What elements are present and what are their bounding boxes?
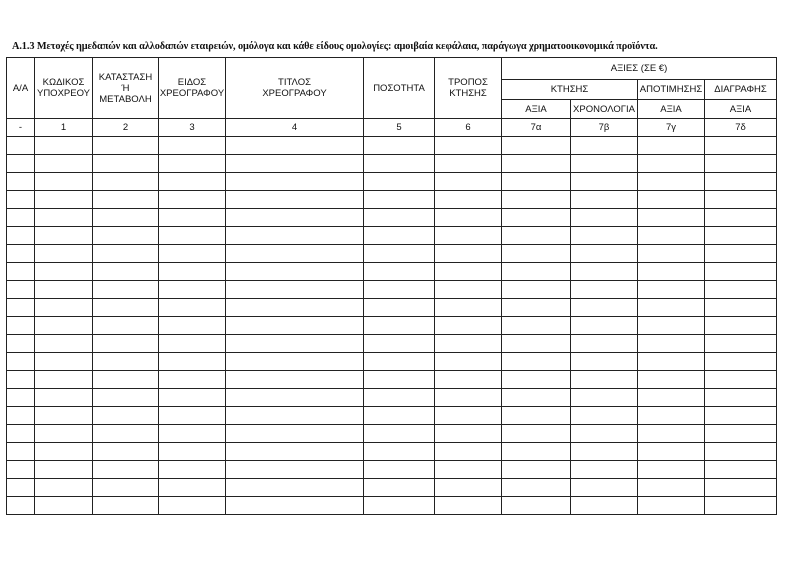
table-row: [7, 245, 777, 263]
table-cell[interactable]: [93, 173, 159, 191]
column-number: 7δ: [705, 119, 777, 137]
table-cell[interactable]: [35, 407, 93, 425]
table-cell[interactable]: [226, 299, 364, 317]
table-cell[interactable]: [364, 317, 435, 335]
table-cell[interactable]: [705, 479, 777, 497]
table-cell[interactable]: [638, 245, 705, 263]
table-cell[interactable]: [159, 191, 226, 209]
table-cell[interactable]: [159, 263, 226, 281]
table-cell[interactable]: [705, 299, 777, 317]
header-quantity: ΠΟΣΟΤΗΤΑ: [364, 58, 435, 119]
header-acquisition-value: ΑΞΙΑ: [502, 100, 571, 119]
table-cell[interactable]: [226, 281, 364, 299]
table-row: [7, 497, 777, 515]
table-cell[interactable]: [159, 479, 226, 497]
table-cell[interactable]: [705, 281, 777, 299]
table-cell[interactable]: [571, 461, 638, 479]
table-cell[interactable]: [638, 443, 705, 461]
table-cell[interactable]: [93, 461, 159, 479]
table-cell[interactable]: [571, 155, 638, 173]
table-cell[interactable]: [638, 353, 705, 371]
table-cell[interactable]: [226, 155, 364, 173]
empty-entry-rows: [7, 137, 777, 515]
table-cell[interactable]: [226, 479, 364, 497]
table-cell[interactable]: [638, 209, 705, 227]
table-row: [7, 155, 777, 173]
table-cell[interactable]: [638, 479, 705, 497]
table-cell[interactable]: [502, 281, 571, 299]
table-cell[interactable]: [226, 497, 364, 515]
header-acquisition-date: ΧΡΟΝΟΛΟΓΙΑ: [571, 100, 638, 119]
header-deletion: ΔΙΑΓΡΑΦΗΣ: [705, 80, 777, 100]
table-cell[interactable]: [159, 245, 226, 263]
table-cell[interactable]: [502, 191, 571, 209]
column-number: 6: [435, 119, 502, 137]
header-obligor-code: ΚΩΔΙΚΟΣ ΥΠΟΧΡΕΟΥ: [35, 58, 93, 119]
table-cell[interactable]: [571, 299, 638, 317]
table-cell[interactable]: [638, 425, 705, 443]
table-cell[interactable]: [638, 191, 705, 209]
table-cell[interactable]: [159, 443, 226, 461]
column-number: -: [7, 119, 35, 137]
table-cell[interactable]: [571, 209, 638, 227]
table-cell[interactable]: [571, 407, 638, 425]
securities-table: [6, 57, 777, 515]
table-cell[interactable]: [502, 263, 571, 281]
table-row: [7, 371, 777, 389]
column-number: 3: [159, 119, 226, 137]
column-number: 2: [93, 119, 159, 137]
table-cell[interactable]: [435, 407, 502, 425]
table-cell[interactable]: [93, 371, 159, 389]
table-cell[interactable]: [364, 299, 435, 317]
table-cell[interactable]: [705, 443, 777, 461]
table-cell[interactable]: [364, 155, 435, 173]
table-cell[interactable]: [435, 371, 502, 389]
table-cell[interactable]: [502, 317, 571, 335]
table-cell[interactable]: [7, 497, 35, 515]
table-cell[interactable]: [502, 335, 571, 353]
table-cell[interactable]: [435, 137, 502, 155]
table-cell[interactable]: [35, 425, 93, 443]
table-cell[interactable]: [435, 335, 502, 353]
table-cell[interactable]: [571, 263, 638, 281]
table-cell[interactable]: [35, 155, 93, 173]
table-cell[interactable]: [435, 317, 502, 335]
table-cell[interactable]: [35, 281, 93, 299]
table-cell[interactable]: [226, 371, 364, 389]
table-cell[interactable]: [93, 299, 159, 317]
table-cell[interactable]: [638, 461, 705, 479]
table-cell[interactable]: [226, 173, 364, 191]
table-cell[interactable]: [571, 353, 638, 371]
header-deletion-value: ΑΞΙΑ: [705, 100, 777, 119]
table-cell[interactable]: [364, 425, 435, 443]
table-cell[interactable]: [364, 479, 435, 497]
table-cell[interactable]: [35, 137, 93, 155]
column-number: 7β: [571, 119, 638, 137]
table-cell[interactable]: [364, 389, 435, 407]
table-cell[interactable]: [705, 263, 777, 281]
table-cell[interactable]: [93, 191, 159, 209]
table-cell[interactable]: [705, 371, 777, 389]
table-cell[interactable]: [7, 407, 35, 425]
table-cell[interactable]: [93, 443, 159, 461]
table-cell[interactable]: [35, 461, 93, 479]
header-security-title: ΤΙΤΛΟΣ ΧΡΕΟΓΡΑΦΟΥ: [226, 58, 364, 119]
table-cell[interactable]: [226, 353, 364, 371]
table-cell[interactable]: [7, 245, 35, 263]
table-cell[interactable]: [159, 209, 226, 227]
table-cell[interactable]: [638, 281, 705, 299]
table-cell[interactable]: [7, 191, 35, 209]
table-row: [7, 281, 777, 299]
table-cell[interactable]: [435, 155, 502, 173]
table-cell[interactable]: [571, 317, 638, 335]
table-cell[interactable]: [435, 443, 502, 461]
header-values: ΑΞΙΕΣ (ΣΕ €): [502, 58, 777, 80]
table-cell[interactable]: [35, 299, 93, 317]
table-cell[interactable]: [435, 299, 502, 317]
table-cell[interactable]: [93, 317, 159, 335]
table-cell[interactable]: [435, 353, 502, 371]
table-cell[interactable]: [705, 497, 777, 515]
header-security-type: ΕΙΔΟΣ ΧΡΕΟΓΡΑΦΟΥ: [159, 58, 226, 119]
table-row: [7, 479, 777, 497]
table-cell[interactable]: [93, 155, 159, 173]
column-number: 5: [364, 119, 435, 137]
table-cell[interactable]: [571, 173, 638, 191]
table-cell[interactable]: [159, 299, 226, 317]
table-cell[interactable]: [93, 245, 159, 263]
table-cell[interactable]: [93, 389, 159, 407]
table-cell[interactable]: [93, 425, 159, 443]
table-cell[interactable]: [35, 317, 93, 335]
table-cell[interactable]: [159, 371, 226, 389]
table-cell[interactable]: [705, 407, 777, 425]
table-cell[interactable]: [226, 191, 364, 209]
table-cell[interactable]: [7, 461, 35, 479]
table-cell[interactable]: [159, 425, 226, 443]
table-cell[interactable]: [502, 209, 571, 227]
table-row: [7, 425, 777, 443]
table-cell[interactable]: [705, 245, 777, 263]
table-cell[interactable]: [705, 227, 777, 245]
table-cell[interactable]: [638, 299, 705, 317]
table-cell[interactable]: [435, 209, 502, 227]
table-cell[interactable]: [93, 335, 159, 353]
table-cell[interactable]: [159, 497, 226, 515]
table-cell[interactable]: [93, 209, 159, 227]
table-cell[interactable]: [7, 317, 35, 335]
table-cell[interactable]: [571, 191, 638, 209]
table-cell[interactable]: [7, 425, 35, 443]
table-cell[interactable]: [364, 263, 435, 281]
table-cell[interactable]: [571, 137, 638, 155]
table-cell[interactable]: [571, 389, 638, 407]
table-cell[interactable]: [7, 281, 35, 299]
table-cell[interactable]: [7, 137, 35, 155]
table-row: [7, 299, 777, 317]
table-cell[interactable]: [364, 245, 435, 263]
table-cell[interactable]: [638, 317, 705, 335]
table-row: [7, 263, 777, 281]
table-cell[interactable]: [502, 461, 571, 479]
table-row: [7, 317, 777, 335]
table-cell[interactable]: [638, 497, 705, 515]
table-cell[interactable]: [159, 317, 226, 335]
table-cell[interactable]: [7, 173, 35, 191]
table-row: [7, 227, 777, 245]
table-cell[interactable]: [571, 335, 638, 353]
table-cell[interactable]: [502, 371, 571, 389]
table-cell[interactable]: [7, 335, 35, 353]
table-cell[interactable]: [35, 227, 93, 245]
table-cell[interactable]: [35, 497, 93, 515]
column-number: 1: [35, 119, 93, 137]
table-cell[interactable]: [93, 227, 159, 245]
table-cell[interactable]: [502, 245, 571, 263]
table-cell[interactable]: [435, 425, 502, 443]
table-cell[interactable]: [7, 155, 35, 173]
table-cell[interactable]: [159, 407, 226, 425]
table-cell[interactable]: [93, 353, 159, 371]
table-cell[interactable]: [571, 479, 638, 497]
table-cell[interactable]: [364, 227, 435, 245]
table-row: [7, 353, 777, 371]
table-cell[interactable]: [35, 353, 93, 371]
table-cell[interactable]: [502, 137, 571, 155]
table-cell[interactable]: [226, 245, 364, 263]
table-cell[interactable]: [159, 353, 226, 371]
column-number: 4: [226, 119, 364, 137]
table-cell[interactable]: [502, 479, 571, 497]
table-cell[interactable]: [7, 209, 35, 227]
table-cell[interactable]: [502, 425, 571, 443]
table-row: [7, 191, 777, 209]
table-cell[interactable]: [502, 155, 571, 173]
table-row: [7, 209, 777, 227]
table-cell[interactable]: [638, 407, 705, 425]
table-cell[interactable]: [502, 173, 571, 191]
table-cell[interactable]: [638, 173, 705, 191]
table-cell[interactable]: [364, 443, 435, 461]
table-cell[interactable]: [7, 299, 35, 317]
table-cell[interactable]: [638, 155, 705, 173]
table-cell[interactable]: [35, 173, 93, 191]
table-cell[interactable]: [638, 263, 705, 281]
table-cell[interactable]: [364, 173, 435, 191]
table-cell[interactable]: [435, 245, 502, 263]
table-cell[interactable]: [35, 479, 93, 497]
table-cell[interactable]: [435, 173, 502, 191]
table-row: [7, 173, 777, 191]
table-cell[interactable]: [364, 497, 435, 515]
table-cell[interactable]: [35, 443, 93, 461]
table-cell[interactable]: [226, 227, 364, 245]
table-cell[interactable]: [35, 335, 93, 353]
table-cell[interactable]: [226, 335, 364, 353]
table-cell[interactable]: [705, 191, 777, 209]
table-cell[interactable]: [93, 137, 159, 155]
table-cell[interactable]: [571, 425, 638, 443]
header-aa: Α/Α: [7, 58, 35, 119]
table-cell[interactable]: [7, 353, 35, 371]
table-cell[interactable]: [502, 497, 571, 515]
table-cell[interactable]: [159, 389, 226, 407]
table-cell[interactable]: [435, 461, 502, 479]
table-cell[interactable]: [35, 389, 93, 407]
table-cell[interactable]: [35, 191, 93, 209]
table-cell[interactable]: [638, 371, 705, 389]
table-cell[interactable]: [435, 497, 502, 515]
table-cell[interactable]: [705, 317, 777, 335]
table-cell[interactable]: [159, 155, 226, 173]
table-cell[interactable]: [226, 407, 364, 425]
table-cell[interactable]: [638, 389, 705, 407]
table-cell[interactable]: [159, 173, 226, 191]
table-cell[interactable]: [159, 335, 226, 353]
table-cell[interactable]: [435, 191, 502, 209]
table-cell[interactable]: [364, 371, 435, 389]
table-cell[interactable]: [638, 227, 705, 245]
table-cell[interactable]: [571, 371, 638, 389]
table-cell[interactable]: [93, 263, 159, 281]
table-cell[interactable]: [705, 425, 777, 443]
table-cell[interactable]: [705, 137, 777, 155]
table-cell[interactable]: [35, 371, 93, 389]
table-cell[interactable]: [159, 137, 226, 155]
table-cell[interactable]: [502, 389, 571, 407]
table-cell[interactable]: [435, 389, 502, 407]
header-valuation: ΑΠΟΤΙΜΗΣΗΣ: [638, 80, 705, 100]
table-cell[interactable]: [364, 461, 435, 479]
table-cell[interactable]: [226, 389, 364, 407]
table-cell[interactable]: [435, 281, 502, 299]
table-cell[interactable]: [638, 335, 705, 353]
table-cell[interactable]: [35, 209, 93, 227]
column-number: 7α: [502, 119, 571, 137]
table-cell[interactable]: [705, 209, 777, 227]
table-cell[interactable]: [705, 461, 777, 479]
table-cell[interactable]: [7, 371, 35, 389]
table-cell[interactable]: [705, 353, 777, 371]
table-row: [7, 335, 777, 353]
table-cell[interactable]: [93, 479, 159, 497]
table-cell[interactable]: [7, 227, 35, 245]
table-cell[interactable]: [435, 227, 502, 245]
table-cell[interactable]: [93, 497, 159, 515]
table-cell[interactable]: [35, 263, 93, 281]
table-cell[interactable]: [7, 389, 35, 407]
table-cell[interactable]: [364, 335, 435, 353]
table-cell[interactable]: [502, 407, 571, 425]
table-cell[interactable]: [226, 443, 364, 461]
table-cell[interactable]: [364, 209, 435, 227]
header-status-change: ΚΑΤΑΣΤΑΣΗ Ή ΜΕΤΑΒΟΛΗ: [93, 58, 159, 119]
table-cell[interactable]: [571, 245, 638, 263]
table-cell[interactable]: [502, 299, 571, 317]
table-cell[interactable]: [571, 227, 638, 245]
table-cell[interactable]: [571, 281, 638, 299]
table-cell[interactable]: [364, 353, 435, 371]
table-cell[interactable]: [364, 281, 435, 299]
table-cell[interactable]: [93, 407, 159, 425]
header-valuation-value: ΑΞΙΑ: [638, 100, 705, 119]
table-cell[interactable]: [435, 263, 502, 281]
table-cell[interactable]: [226, 461, 364, 479]
table-row: [7, 461, 777, 479]
table-cell[interactable]: [502, 443, 571, 461]
table-cell[interactable]: [364, 191, 435, 209]
table-cell[interactable]: [35, 245, 93, 263]
table-cell[interactable]: [705, 155, 777, 173]
column-number-row: [7, 119, 777, 137]
table-cell[interactable]: [364, 407, 435, 425]
table-row: [7, 443, 777, 461]
table-cell[interactable]: [571, 443, 638, 461]
table-cell[interactable]: [93, 281, 159, 299]
table-cell[interactable]: [226, 209, 364, 227]
table-row: [7, 407, 777, 425]
table-cell[interactable]: [705, 335, 777, 353]
header-acquisition-method: ΤΡΟΠΟΣ ΚΤΗΣΗΣ: [435, 58, 502, 119]
table-cell[interactable]: [638, 137, 705, 155]
table-row: [7, 389, 777, 407]
table-cell[interactable]: [705, 389, 777, 407]
table-cell[interactable]: [705, 173, 777, 191]
table-cell[interactable]: [226, 317, 364, 335]
header-acquisition: ΚΤΗΣΗΣ: [502, 80, 638, 100]
form-section-title: Α.1.3 Μετοχές ημεδαπών και αλλοδαπών εταιρειών, ομόλογα και κάθε είδους ομολογίες: αμοιβαία κεφάλαια, παράγωγα χρηματοοικονομικά προϊόντα.: [12, 41, 658, 52]
table-cell[interactable]: [159, 281, 226, 299]
table-cell[interactable]: [159, 227, 226, 245]
table-cell[interactable]: [226, 263, 364, 281]
table-cell[interactable]: [435, 479, 502, 497]
table-row: [7, 137, 777, 155]
column-number: 7γ: [638, 119, 705, 137]
table-cell[interactable]: [502, 227, 571, 245]
table-cell[interactable]: [159, 461, 226, 479]
table-cell[interactable]: [7, 443, 35, 461]
table-cell[interactable]: [226, 425, 364, 443]
table-cell[interactable]: [571, 497, 638, 515]
table-cell[interactable]: [7, 479, 35, 497]
table-cell[interactable]: [364, 137, 435, 155]
table-cell[interactable]: [7, 263, 35, 281]
table-cell[interactable]: [226, 137, 364, 155]
table-cell[interactable]: [502, 353, 571, 371]
